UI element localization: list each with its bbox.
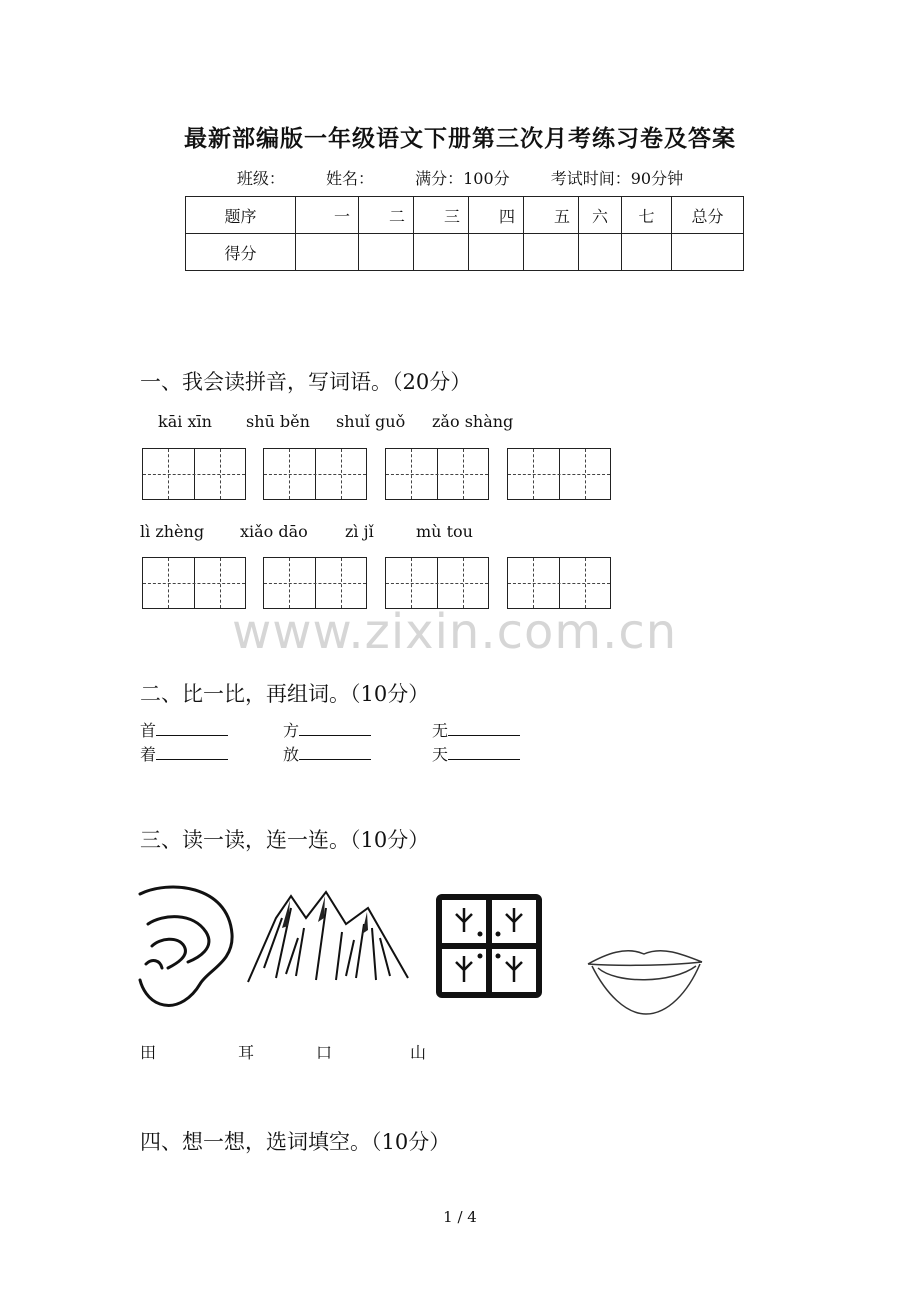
score-cell[interactable]	[524, 234, 579, 271]
match-word: 山	[410, 1043, 427, 1062]
header-cell: 五	[524, 197, 579, 234]
name-label: 姓名：	[325, 169, 374, 188]
section4-heading: 四、想一想，选词填空。（10分）	[140, 1130, 451, 1154]
field-picture	[436, 894, 542, 998]
class-label: 班级：	[236, 169, 285, 188]
compare-word-blank[interactable]: 方	[283, 718, 371, 741]
header-cell: 六	[579, 197, 622, 234]
pinyin-label: zǎo shàng	[432, 412, 514, 431]
pinyin-label: mù tou	[416, 522, 473, 541]
writing-grid[interactable]	[507, 557, 611, 609]
page-title: 最新部编版一年级语文下册第三次月考练习卷及答案	[184, 125, 736, 152]
pinyin-label: kāi xīn	[158, 412, 212, 431]
pinyin-label: zì jǐ	[345, 522, 374, 541]
writing-grid[interactable]	[507, 448, 611, 500]
section1-heading: 一、我会读拼音，写词语。（20分）	[140, 370, 472, 394]
match-word: 耳	[238, 1043, 255, 1062]
score-table	[185, 196, 744, 271]
header-cell: 四	[469, 197, 524, 234]
row-label-cell: 得分	[186, 234, 296, 271]
pinyin-label: lì zhèng	[140, 522, 205, 541]
compare-word-blank[interactable]: 放	[283, 742, 371, 765]
full-score-label: 满分：100分	[415, 169, 510, 188]
mouth-picture	[586, 944, 704, 1018]
header-cell: 三	[414, 197, 469, 234]
score-cell[interactable]	[672, 234, 744, 271]
writing-grid[interactable]	[142, 557, 246, 609]
score-cell[interactable]	[296, 234, 359, 271]
score-cell[interactable]	[622, 234, 672, 271]
match-word: 田	[140, 1043, 157, 1062]
section2-heading: 二、比一比，再组词。（10分）	[140, 682, 430, 706]
header-cell: 二	[359, 197, 414, 234]
header-cell: 总分	[672, 197, 744, 234]
pinyin-label: shuǐ guǒ	[336, 412, 406, 431]
score-cell[interactable]	[579, 234, 622, 271]
compare-word-blank[interactable]: 着	[140, 742, 228, 765]
pinyin-label: xiǎo dāo	[240, 522, 308, 541]
writing-grid[interactable]	[142, 448, 246, 500]
score-table-header-row	[186, 197, 744, 234]
compare-word-blank[interactable]: 天	[432, 742, 520, 765]
score-table-score-row	[186, 234, 744, 271]
writing-grid[interactable]	[385, 557, 489, 609]
writing-grid[interactable]	[263, 448, 367, 500]
header-cell: 一	[296, 197, 359, 234]
compare-word-blank[interactable]: 首	[140, 718, 228, 741]
score-cell[interactable]	[359, 234, 414, 271]
header-cell: 题序	[186, 197, 296, 234]
score-cell[interactable]	[469, 234, 524, 271]
score-cell[interactable]	[414, 234, 469, 271]
ear-picture	[138, 884, 238, 1012]
page-number: 1 / 4	[443, 1208, 477, 1226]
pinyin-label: shū běn	[246, 412, 310, 431]
section3-heading: 三、读一读，连一连。（10分）	[140, 828, 430, 852]
exam-info	[0, 166, 920, 189]
writing-grid[interactable]	[385, 448, 489, 500]
watermark: www.zixin.com.cn	[232, 604, 678, 660]
writing-grid[interactable]	[263, 557, 367, 609]
mountain-picture	[246, 888, 410, 984]
compare-word-blank[interactable]: 无	[432, 718, 520, 741]
header-cell: 七	[622, 197, 672, 234]
exam-time-label: 考试时间：90分钟	[550, 169, 684, 188]
match-word: 口	[316, 1043, 333, 1062]
